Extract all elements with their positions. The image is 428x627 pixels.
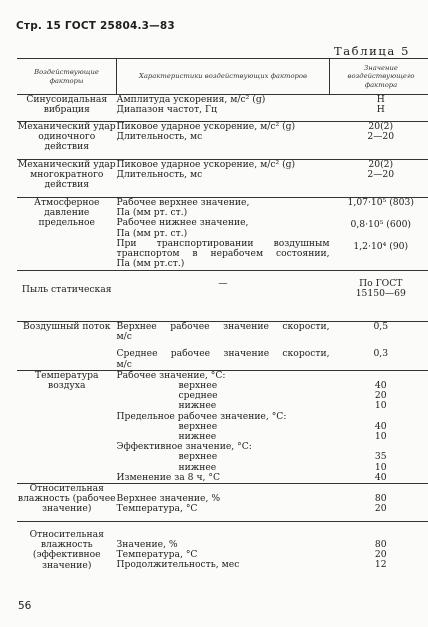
value-cell — [330, 198, 428, 271]
value: 20 — [374, 390, 387, 402]
page-number: 56 — [18, 600, 32, 612]
factor-cell: Температура воздуха — [17, 370, 117, 483]
characteristic-line: м/с — [116, 331, 132, 343]
value: Н — [376, 104, 385, 116]
table-row — [17, 160, 428, 198]
value: 0,8·10⁵ (600) — [350, 219, 412, 231]
table-row — [17, 271, 428, 322]
value: 0,3 — [373, 348, 389, 360]
characteristic-line: Верхнее значение, % — [116, 493, 221, 505]
value-cell — [330, 95, 428, 122]
table-row — [17, 322, 428, 371]
value: 35 — [374, 451, 387, 463]
value: 40 — [374, 420, 387, 432]
characteristic-line: среднее — [178, 390, 218, 402]
characteristic-line: нижнее — [178, 431, 217, 443]
value: 10 — [374, 461, 387, 473]
characteristic-line: — — [218, 278, 228, 289]
value: 20 — [374, 503, 387, 515]
characteristics-cell — [117, 522, 330, 577]
characteristic-line: Температура, °С — [116, 503, 198, 515]
page-header: Стр. 15 ГОСТ 25804.3—83 — [16, 20, 175, 32]
value: 20 — [374, 549, 387, 561]
value: 80 — [374, 539, 387, 551]
value: 15150—69 — [355, 288, 406, 300]
value: 2—20 — [367, 131, 395, 143]
characteristic-line: Эффективное значение, °С: — [116, 441, 252, 453]
characteristic-line: Па (мм рт. ст.) — [116, 207, 188, 219]
value: Н — [376, 94, 385, 105]
factor-cell: Синусоидальная вибрация — [17, 95, 117, 122]
factor-cell: Относительная влажность (рабочее значение) — [17, 484, 117, 522]
header-factors: Воздействующие факторы — [17, 59, 117, 95]
characteristic-line: транспортом в нерабочем состоянии, — [116, 248, 330, 260]
value-cell — [330, 122, 428, 160]
value: 10 — [374, 400, 387, 412]
factor-cell: Атмосферное давление предельное — [17, 198, 117, 271]
header-characteristics: Характеристики воздействующих факторов — [117, 59, 330, 95]
value: 20(2) — [368, 121, 394, 132]
value-cell — [330, 522, 428, 577]
value: 20(2) — [368, 159, 394, 170]
characteristic-line: верхнее — [178, 380, 218, 392]
factor-cell: Механический удар многократного действия — [17, 160, 117, 198]
characteristic-line: м/с — [116, 358, 132, 370]
value-cell — [330, 271, 428, 322]
characteristic-line: При транспортировании воздушным — [116, 237, 330, 249]
table-row — [17, 370, 428, 483]
factor-cell: Механический удар одиночного действия — [17, 122, 117, 160]
characteristic-line: Рабочее нижнее значение, — [116, 217, 249, 229]
characteristic-line: нижнее — [178, 400, 217, 412]
value: 80 — [374, 493, 387, 505]
characteristic-line: Пиковое ударное ускорение, м/с² (g) — [116, 121, 296, 132]
value-cell — [330, 484, 428, 522]
factor-cell: Пыль статическая — [17, 271, 117, 322]
characteristic-line: Рабочее значение, °С: — [116, 369, 226, 381]
factor-cell: Относительная влажность (эффективное значение) — [29, 529, 104, 571]
characteristics-cell — [117, 322, 330, 371]
header-values: Значение воздействующего фактора — [330, 59, 428, 95]
characteristic-line: Среднее рабочее значение скорости, — [116, 348, 330, 360]
table-caption: Таблица 5 — [333, 44, 410, 58]
characteristics-cell — [117, 484, 330, 522]
table-row — [17, 122, 428, 160]
factors-table — [17, 58, 428, 576]
characteristic-line: Продолжительность, мес — [116, 559, 240, 571]
table-row — [17, 95, 428, 122]
value: По ГОСТ — [359, 278, 403, 289]
characteristic-line: верхнее — [178, 451, 218, 463]
characteristic-line: Изменение за 8 ч, °С — [116, 471, 220, 483]
characteristic-line: Амплитуда ускорения, м/с² (g) — [116, 94, 266, 105]
characteristic-line: Предельное рабочее значение, °С: — [116, 410, 287, 422]
characteristics-cell — [117, 271, 330, 322]
characteristic-line: Пиковое ударное ускорение, м/с² (g) — [116, 159, 296, 170]
value: 1,2·10⁴ (90) — [353, 241, 409, 253]
characteristic-line: Па (мм рт. ст.) — [116, 227, 188, 239]
value: 1,07·10⁵ (803) — [347, 197, 414, 208]
factor-cell: Воздушный поток — [17, 322, 117, 371]
value-cell — [330, 160, 428, 198]
value: 2—20 — [367, 169, 395, 181]
characteristic-line: Па (мм рт.ст.) — [116, 258, 185, 270]
table-row — [17, 522, 428, 577]
characteristic-line: нижнее — [178, 461, 217, 473]
value: 12 — [374, 559, 387, 571]
table-row — [17, 484, 428, 522]
characteristics-cell — [117, 198, 330, 271]
value-cell — [330, 370, 428, 483]
characteristic-line: верхнее — [178, 420, 218, 432]
value: 0,5 — [373, 321, 389, 332]
characteristic-line: Рабочее верхнее значение, — [116, 197, 250, 208]
characteristics-cell — [117, 122, 330, 160]
table-row — [17, 198, 428, 271]
value: 40 — [374, 471, 387, 483]
value: 10 — [374, 431, 387, 442]
characteristic-line: Температура, °С — [116, 549, 198, 561]
table-header-row — [17, 59, 428, 95]
characteristic-line: Диапазон частот, Гц — [116, 104, 217, 116]
value: 40 — [374, 380, 387, 391]
value-cell — [330, 322, 428, 371]
characteristic-line: Значение, % — [116, 539, 178, 551]
characteristic-line: Верхнее рабочее значение скорости, — [116, 321, 330, 332]
characteristics-cell — [117, 95, 330, 122]
characteristic-line: Длительность, мс — [116, 131, 203, 143]
characteristics-cell — [117, 160, 330, 198]
characteristics-cell — [117, 370, 330, 483]
characteristic-line: Длительность, мс — [116, 169, 203, 181]
